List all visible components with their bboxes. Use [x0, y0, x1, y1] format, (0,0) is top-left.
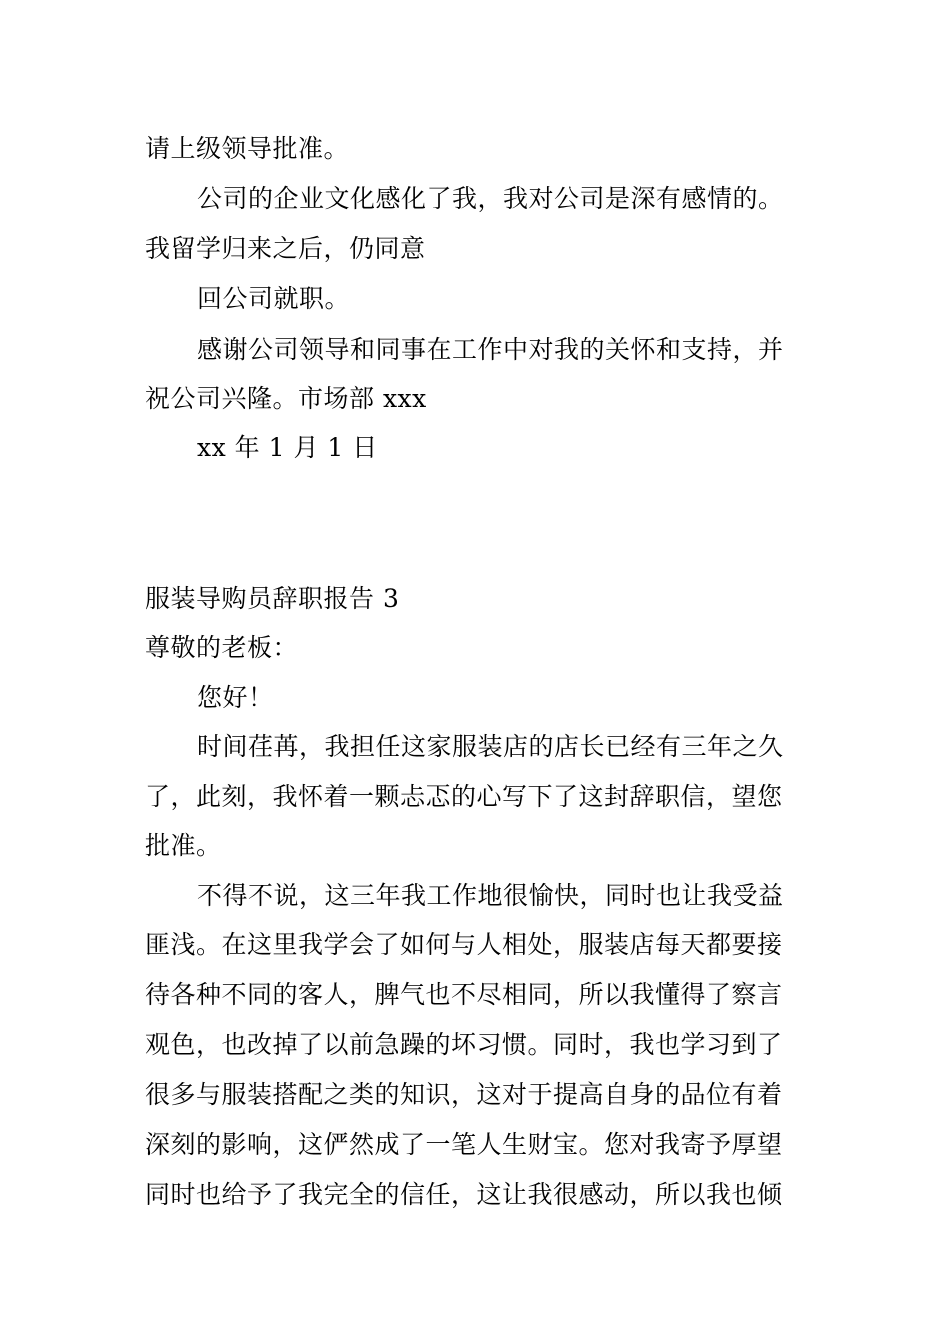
text-line: 很多与服装搭配之类的知识，这对于提高自身的品位有着	[145, 1080, 783, 1109]
text-line: 了，此刻，我怀着一颗忐忑的心写下了这封辞职信，望您	[145, 782, 783, 811]
text-line: 请上级领导批准。	[145, 134, 350, 163]
text-line: 公司的企业文化感化了我，我对公司是深有感情的。	[197, 184, 784, 213]
text-line: 批准。	[145, 831, 222, 860]
text-line: 待各种不同的客人，脾气也不尽相同，所以我懂得了察言	[145, 980, 783, 1009]
text-line: 同时也给予了我完全的信任，这让我很感动，所以我也倾	[145, 1180, 783, 1209]
text-line: 时间荏苒，我担任这家服装店的店长已经有三年之久	[197, 732, 784, 761]
section-title: 服装导购员辞职报告 3	[145, 584, 400, 613]
text-line: 我留学归来之后，仍同意	[145, 234, 426, 263]
text-line: 深刻的影响，这俨然成了一笔人生财宝。您对我寄予厚望	[145, 1130, 783, 1159]
text-line: 不得不说，这三年我工作地很愉快，同时也让我受益	[197, 881, 784, 910]
greeting: 您好！	[197, 683, 274, 712]
text-line: 回公司就职。	[197, 284, 351, 313]
text-line: 祝公司兴隆。市场部 xxx	[145, 384, 427, 413]
text-line: 观色，也改掉了以前急躁的坏习惯。同时，我也学习到了	[145, 1030, 783, 1059]
salutation: 尊敬的老板：	[145, 633, 299, 662]
text-line: 匪浅。在这里我学会了如何与人相处，服装店每天都要接	[145, 930, 783, 959]
text-line: 感谢公司领导和同事在工作中对我的关怀和支持，并	[197, 335, 784, 364]
date-line: xx 年 1 月 1 日	[197, 433, 378, 462]
